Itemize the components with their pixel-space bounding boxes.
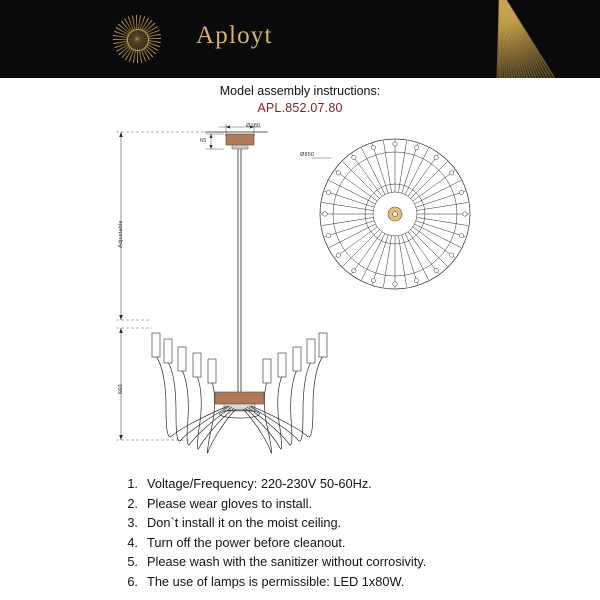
- plan-lamp-tip: [393, 282, 397, 286]
- plan-spoke: [415, 224, 461, 248]
- plan-lamp-tip: [449, 253, 453, 257]
- plan-spoke: [383, 141, 391, 192]
- list-item-number: 3.: [127, 515, 138, 530]
- list-item: [118, 533, 538, 553]
- plan-lamp-tip: [414, 145, 418, 149]
- list-item-text: Please wash with the sanitizer without corrosivity.: [147, 554, 427, 569]
- brand-name: Aployt: [196, 22, 273, 49]
- plan-lamp-tip: [352, 155, 356, 159]
- plan-spoke: [405, 148, 429, 194]
- plan-lamp-tip: [352, 268, 356, 272]
- page-title: Model assembly instructions:: [219, 84, 381, 98]
- dim-canopy-diameter: Ø180: [246, 123, 261, 129]
- plan-lamp-tip: [393, 142, 397, 146]
- list-item-number: 5.: [127, 554, 138, 569]
- plan-spoke: [415, 180, 461, 204]
- technical-drawing: [0, 118, 600, 468]
- list-item-text: Voltage/Frequency: 220-230V 50-60Hz.: [147, 476, 372, 491]
- dim-canopy-height: 65: [200, 138, 207, 144]
- plan-spoke: [329, 224, 375, 248]
- plan-lamp-tip: [326, 233, 330, 237]
- plan-spoke: [417, 202, 468, 210]
- list-item: [118, 552, 538, 572]
- plan-lamp-tip: [459, 190, 463, 194]
- plan-lamp-tip: [336, 171, 340, 175]
- dim-body-height: 660: [118, 384, 124, 394]
- dim-adjustable: Adjustable: [118, 220, 124, 248]
- list-item-number: 6.: [127, 573, 138, 589]
- plan-lamp-tip: [463, 212, 467, 216]
- plan-spoke: [322, 202, 373, 210]
- model-code: APL.852.07.80: [257, 101, 343, 115]
- plan-spoke: [361, 148, 385, 194]
- plan-lamp-tip: [459, 233, 463, 237]
- plan-lamp-tip: [449, 171, 453, 175]
- plan-lamp-tip: [323, 212, 327, 216]
- plan-spoke: [322, 217, 373, 225]
- plan-lamp-tip: [336, 253, 340, 257]
- sunburst-logo-icon: [112, 14, 162, 64]
- list-item: [118, 513, 538, 533]
- plan-spoke: [361, 234, 385, 280]
- instruction-list: [118, 474, 538, 591]
- list-item-number: 4.: [127, 534, 138, 550]
- plan-lamp-tip: [434, 268, 438, 272]
- list-item-text: Don`t install it on the moist ceiling.: [147, 515, 342, 530]
- list-item: [118, 572, 538, 592]
- list-item-text: Please wear gloves to install.: [147, 495, 313, 511]
- plan-lamp-tip: [371, 145, 375, 149]
- drawing-canvas: [0, 118, 600, 468]
- fan-rays-decoration-icon: [360, 0, 600, 78]
- list-item-number: 2.: [127, 495, 138, 511]
- dim-fixture-diameter: Ø850: [300, 152, 315, 158]
- list-item-text: The use of lamps is permissible: LED 1x80W.: [147, 573, 405, 589]
- plan-spoke: [383, 236, 391, 287]
- list-item: [118, 474, 538, 494]
- plan-spoke: [398, 141, 406, 192]
- list-item-number: 1.: [127, 476, 138, 491]
- plan-lamp-tip: [326, 190, 330, 194]
- header-banner: [0, 0, 600, 78]
- plan-spoke: [329, 180, 375, 204]
- plan-spoke: [417, 217, 468, 225]
- plan-lamp-tip: [434, 155, 438, 159]
- plan-lamp-tip: [371, 278, 375, 282]
- plan-spoke: [405, 234, 429, 280]
- plan-lamp-tip: [414, 278, 418, 282]
- list-item-text: Turn off the power before cleanout.: [147, 534, 346, 550]
- list-item: [118, 494, 538, 514]
- plan-spoke: [398, 236, 406, 287]
